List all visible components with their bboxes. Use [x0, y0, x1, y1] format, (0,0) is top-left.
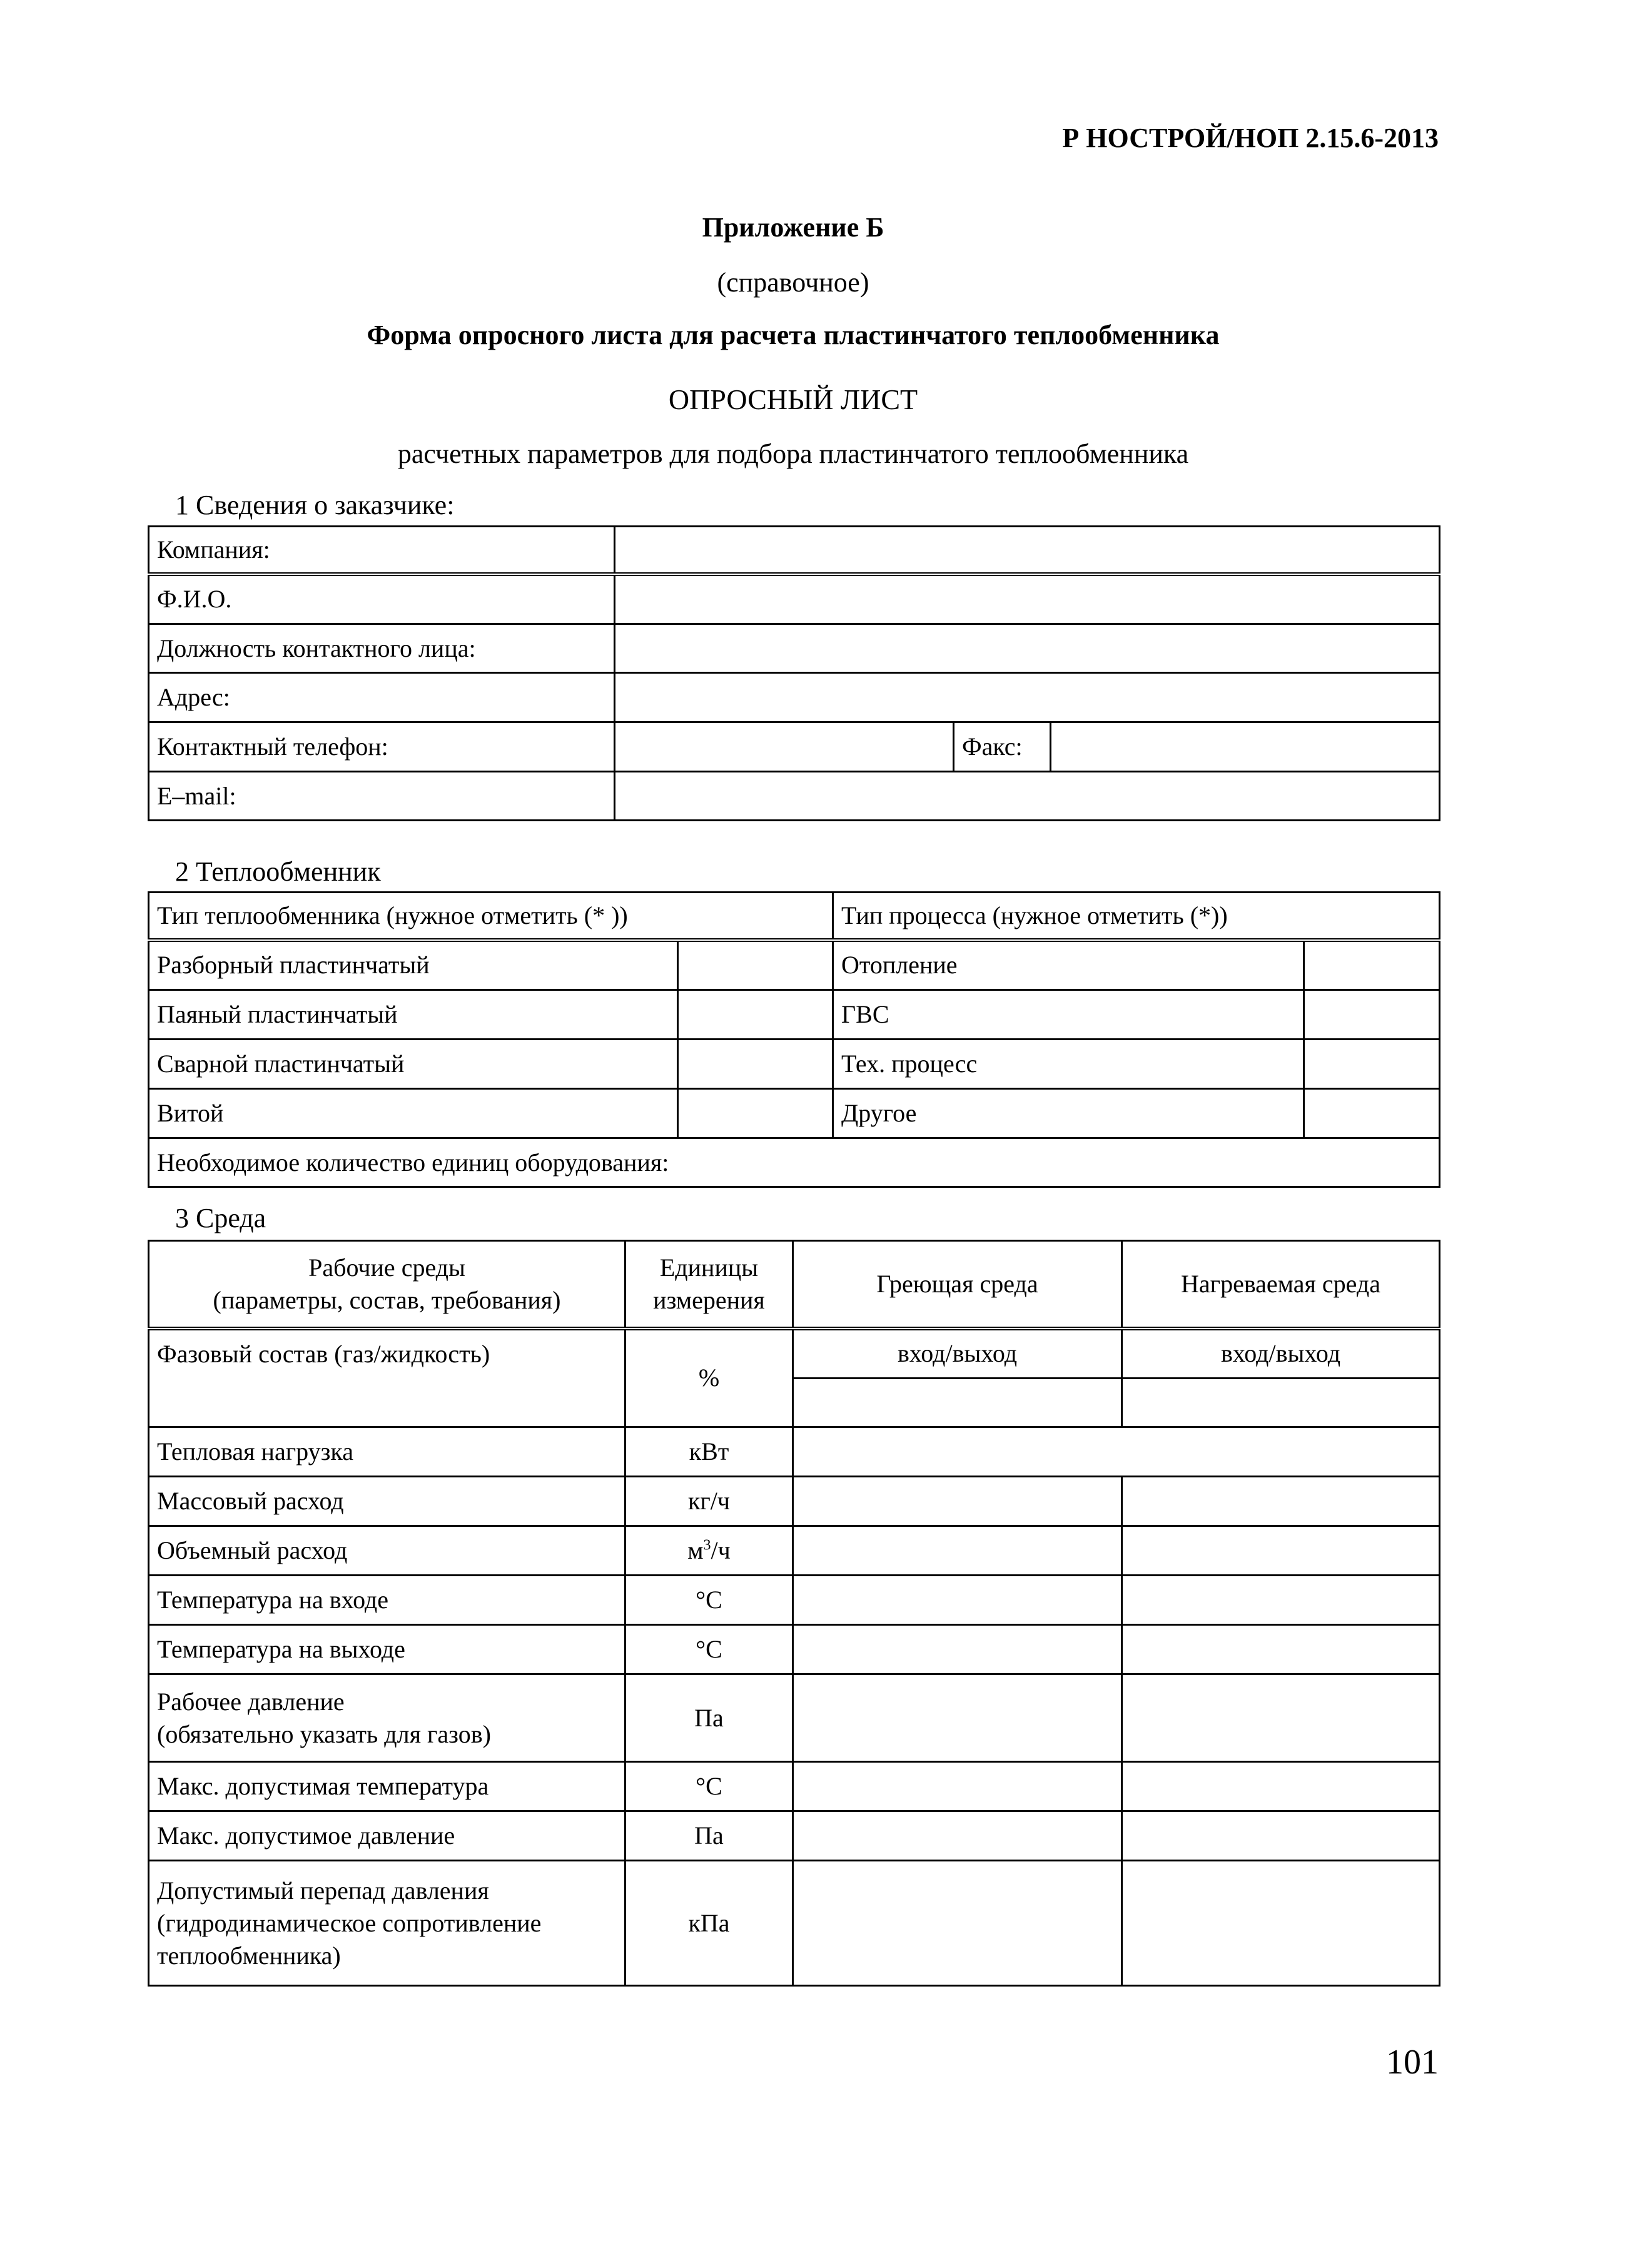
phone-label: Контактный телефон: [149, 722, 615, 772]
max-pressure-label: Макс. допустимое давление [149, 1811, 625, 1861]
sheet-subtitle: расчетных параметров для подбора пластинчатого теплообменника [397, 438, 1189, 469]
process-checkbox[interactable] [1304, 1040, 1440, 1089]
units-header: Единицы измерения [625, 1241, 793, 1329]
heated-temp-out-field[interactable] [1122, 1625, 1440, 1674]
mass-flow-label: Массовый расход [149, 1477, 625, 1526]
heating-inout-label: вход/выход [793, 1329, 1122, 1379]
max-temp-unit: °С [625, 1762, 793, 1811]
type-label: Разборный пластинчатый [149, 940, 678, 990]
company-field[interactable] [615, 527, 1440, 574]
address-label: Адрес: [149, 673, 615, 722]
company-label: Компания: [149, 527, 615, 574]
heated-phase-field[interactable] [1122, 1379, 1440, 1427]
email-label: E–mail: [149, 772, 615, 821]
type-checkbox[interactable] [678, 1089, 833, 1138]
heating-temp-out-field[interactable] [793, 1625, 1122, 1674]
fax-label: Факс: [954, 722, 1051, 772]
heated-temp-in-field[interactable] [1122, 1576, 1440, 1625]
temp-out-unit: °С [625, 1625, 793, 1674]
type-checkbox[interactable] [678, 940, 833, 990]
heating-max-temp-field[interactable] [793, 1762, 1122, 1811]
heated-max-pressure-field[interactable] [1122, 1811, 1440, 1861]
heated-inout-label: вход/выход [1122, 1329, 1440, 1379]
appendix-title: Приложение Б [702, 212, 884, 243]
heating-temp-in-field[interactable] [793, 1576, 1122, 1625]
process-checkbox[interactable] [1304, 990, 1440, 1040]
heating-header: Греющая среда [793, 1241, 1122, 1329]
section1-title: 1 Сведения о заказчике: [175, 490, 455, 520]
temp-out-label: Температура на выходе [149, 1625, 625, 1674]
section3-title: 3 Среда [175, 1203, 266, 1233]
document-code: Р НОСТРОЙ/НОП 2.15.6-2013 [1062, 123, 1439, 153]
process-checkbox[interactable] [1304, 940, 1440, 990]
form-title: Форма опросного листа для расчета пластинчатого теплообменника [367, 320, 1220, 350]
heated-header: Нагреваемая среда [1122, 1241, 1440, 1329]
phase-unit: % [625, 1329, 793, 1427]
mass-flow-unit: кг/ч [625, 1477, 793, 1526]
type-checkbox[interactable] [678, 1040, 833, 1089]
type-label: Сварной пластинчатый [149, 1040, 678, 1089]
appendix-note: (справочное) [717, 267, 869, 298]
type-label: Паяный пластинчатый [149, 990, 678, 1040]
fax-field[interactable] [1051, 722, 1440, 772]
page-number: 101 [1386, 2043, 1439, 2082]
media-header: Рабочие среды (параметры, состав, требования) [149, 1241, 625, 1329]
temp-in-unit: °С [625, 1576, 793, 1625]
type-header: Тип теплообменника (нужное отметить (* )) [149, 893, 833, 940]
process-header: Тип процесса (нужное отметить (*)) [833, 893, 1440, 940]
process-checkbox[interactable] [1304, 1089, 1440, 1138]
vol-flow-label: Объемный расход [149, 1526, 625, 1576]
pressure-unit: Па [625, 1674, 793, 1762]
type-checkbox[interactable] [678, 990, 833, 1040]
process-label: Отопление [833, 940, 1304, 990]
phase-label: Фазовый состав (газ/жидкость) [149, 1329, 625, 1427]
sheet-title: ОПРОСНЫЙ ЛИСТ [668, 383, 918, 415]
position-label: Должность контактного лица: [149, 624, 615, 673]
heated-vol-flow-field[interactable] [1122, 1526, 1440, 1576]
process-label: Другое [833, 1089, 1304, 1138]
process-label: Тех. процесс [833, 1040, 1304, 1089]
position-field[interactable] [615, 624, 1440, 673]
phone-field[interactable] [615, 722, 954, 772]
process-label: ГВС [833, 990, 1304, 1040]
max-temp-label: Макс. допустимая температура [149, 1762, 625, 1811]
media-table [148, 1240, 1440, 1987]
name-label: Ф.И.О. [149, 574, 615, 624]
heated-pressure-drop-field[interactable] [1122, 1861, 1440, 1986]
email-field[interactable] [615, 772, 1440, 821]
temp-in-label: Температура на входе [149, 1576, 625, 1625]
vol-flow-unit: $м^3/ч$ [625, 1526, 793, 1576]
customer-table [148, 525, 1440, 821]
heating-pressure-field[interactable] [793, 1674, 1122, 1762]
quantity-label[interactable]: Необходимое количество единиц оборудования: [149, 1138, 1440, 1187]
exchanger-table [148, 891, 1440, 1188]
heat-load-unit: кВт [625, 1427, 793, 1477]
section2-title: 2 Теплообменник [175, 856, 381, 887]
heated-pressure-field[interactable] [1122, 1674, 1440, 1762]
heat-load-label: Тепловая нагрузка [149, 1427, 625, 1477]
heating-phase-field[interactable] [793, 1379, 1122, 1427]
name-field[interactable] [615, 574, 1440, 624]
heated-max-temp-field[interactable] [1122, 1762, 1440, 1811]
heating-max-pressure-field[interactable] [793, 1811, 1122, 1861]
pressure-label: Рабочее давление (обязательно указать для газов) [149, 1674, 625, 1762]
heated-mass-flow-field[interactable] [1122, 1477, 1440, 1526]
pressure-drop-unit: кПа [625, 1861, 793, 1986]
heat-load-field[interactable] [793, 1427, 1440, 1477]
heating-pressure-drop-field[interactable] [793, 1861, 1122, 1986]
pressure-drop-label: Допустимый перепад давления (гидродинамическое сопротивление теплообменника) [149, 1861, 625, 1986]
max-pressure-unit: Па [625, 1811, 793, 1861]
heating-vol-flow-field[interactable] [793, 1526, 1122, 1576]
type-label: Витой [149, 1089, 678, 1138]
address-field[interactable] [615, 673, 1440, 722]
heating-mass-flow-field[interactable] [793, 1477, 1122, 1526]
